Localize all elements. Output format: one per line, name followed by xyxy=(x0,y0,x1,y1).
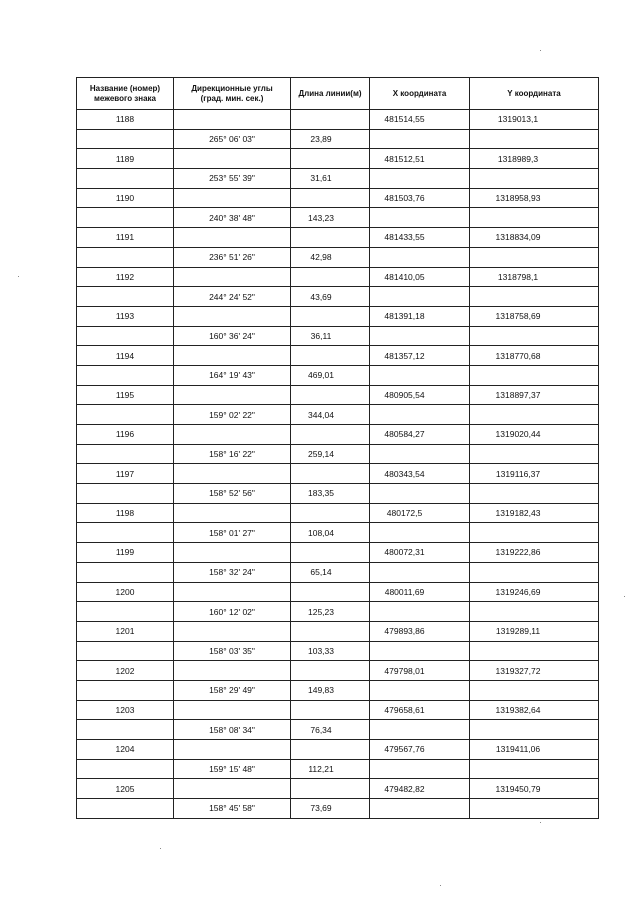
x-coordinate-cell: 479658,61 xyxy=(370,700,470,720)
x-coordinate-cell: 481433,55 xyxy=(370,228,470,248)
x-coordinate-cell: 480905,54 xyxy=(370,385,470,405)
segment-row xyxy=(77,365,599,385)
empty-cell xyxy=(470,326,599,346)
empty-cell xyxy=(174,425,291,445)
x-coordinate-cell: 481514,55 xyxy=(370,110,470,130)
segment-row xyxy=(77,680,599,700)
line-length-cell: 108,04 xyxy=(291,523,370,543)
point-row xyxy=(77,740,599,760)
y-coordinate-cell: 1319116,37 xyxy=(470,464,599,484)
empty-cell xyxy=(77,759,174,779)
empty-cell xyxy=(470,444,599,464)
empty-cell xyxy=(174,582,291,602)
point-row xyxy=(77,661,599,681)
empty-cell xyxy=(470,484,599,504)
empty-cell xyxy=(174,267,291,287)
y-coordinate-cell: 1319013,1 xyxy=(470,110,599,130)
empty-cell xyxy=(370,444,470,464)
empty-cell xyxy=(291,149,370,169)
empty-cell xyxy=(77,444,174,464)
y-coordinate-cell: 1319246,69 xyxy=(470,582,599,602)
boundary-coordinates-table xyxy=(76,77,599,819)
empty-cell xyxy=(370,405,470,425)
direction-angle-cell: 158° 29' 49" xyxy=(174,680,291,700)
empty-cell xyxy=(291,228,370,248)
point-name-cell: 1203 xyxy=(77,700,174,720)
empty-cell xyxy=(370,484,470,504)
empty-cell xyxy=(174,110,291,130)
header-direction-angle xyxy=(174,78,291,110)
empty-cell xyxy=(77,365,174,385)
segment-row xyxy=(77,169,599,189)
line-length-cell: 43,69 xyxy=(291,287,370,307)
empty-cell xyxy=(291,779,370,799)
line-length-cell: 344,04 xyxy=(291,405,370,425)
empty-cell xyxy=(370,287,470,307)
line-length-cell: 103,33 xyxy=(291,641,370,661)
scan-speck xyxy=(160,848,161,849)
point-name-cell: 1196 xyxy=(77,425,174,445)
x-coordinate-cell: 480172,5 xyxy=(370,503,470,523)
point-name-cell: 1199 xyxy=(77,543,174,563)
table-body xyxy=(77,110,599,819)
table-header-row xyxy=(77,78,599,110)
empty-cell xyxy=(174,188,291,208)
segment-row xyxy=(77,759,599,779)
y-coordinate-cell: 1319450,79 xyxy=(470,779,599,799)
point-row xyxy=(77,543,599,563)
segment-row xyxy=(77,562,599,582)
empty-cell xyxy=(291,188,370,208)
direction-angle-cell: 244° 24' 52" xyxy=(174,287,291,307)
empty-cell xyxy=(291,700,370,720)
x-coordinate-cell: 479567,76 xyxy=(370,740,470,760)
empty-cell xyxy=(291,306,370,326)
segment-row xyxy=(77,405,599,425)
empty-cell xyxy=(291,503,370,523)
empty-cell xyxy=(174,700,291,720)
scan-speck xyxy=(440,885,441,886)
point-row xyxy=(77,267,599,287)
empty-cell xyxy=(470,523,599,543)
empty-cell xyxy=(291,425,370,445)
empty-cell xyxy=(370,523,470,543)
point-row xyxy=(77,385,599,405)
y-coordinate-cell: 1319289,11 xyxy=(470,621,599,641)
segment-row xyxy=(77,326,599,346)
empty-cell xyxy=(291,110,370,130)
empty-cell xyxy=(470,208,599,228)
x-coordinate-cell: 481503,76 xyxy=(370,188,470,208)
empty-cell xyxy=(174,464,291,484)
empty-cell xyxy=(291,464,370,484)
point-name-cell: 1191 xyxy=(77,228,174,248)
empty-cell xyxy=(291,582,370,602)
empty-cell xyxy=(470,641,599,661)
point-name-cell: 1189 xyxy=(77,149,174,169)
header-point-name-line1: Название (номер) xyxy=(89,83,161,93)
empty-cell xyxy=(291,661,370,681)
header-y-coordinate: Y координата xyxy=(470,78,599,110)
direction-angle-cell: 160° 36' 24" xyxy=(174,326,291,346)
direction-angle-cell: 158° 03' 35" xyxy=(174,641,291,661)
segment-row xyxy=(77,208,599,228)
x-coordinate-cell: 480072,31 xyxy=(370,543,470,563)
direction-angle-cell: 164° 19' 43" xyxy=(174,365,291,385)
point-name-cell: 1194 xyxy=(77,346,174,366)
empty-cell xyxy=(77,484,174,504)
empty-cell xyxy=(291,621,370,641)
x-coordinate-cell: 480343,54 xyxy=(370,464,470,484)
header-direction-angle-line1: Дирекционные углы xyxy=(191,83,273,93)
empty-cell xyxy=(370,208,470,228)
empty-cell xyxy=(77,129,174,149)
empty-cell xyxy=(174,740,291,760)
segment-row xyxy=(77,641,599,661)
point-name-cell: 1200 xyxy=(77,582,174,602)
point-row xyxy=(77,346,599,366)
empty-cell xyxy=(174,149,291,169)
empty-cell xyxy=(77,799,174,819)
direction-angle-cell: 159° 02' 22" xyxy=(174,405,291,425)
empty-cell xyxy=(77,641,174,661)
line-length-cell: 23,89 xyxy=(291,129,370,149)
line-length-cell: 73,69 xyxy=(291,799,370,819)
empty-cell xyxy=(174,779,291,799)
line-length-cell: 42,98 xyxy=(291,247,370,267)
empty-cell xyxy=(370,799,470,819)
x-coordinate-cell: 480011,69 xyxy=(370,582,470,602)
empty-cell xyxy=(291,740,370,760)
point-name-cell: 1188 xyxy=(77,110,174,130)
header-direction-angle-line2: (град. мин. сек.) xyxy=(200,93,264,103)
point-name-cell: 1201 xyxy=(77,621,174,641)
point-row xyxy=(77,700,599,720)
empty-cell xyxy=(470,680,599,700)
scan-speck xyxy=(624,596,625,597)
x-coordinate-cell: 479482,82 xyxy=(370,779,470,799)
empty-cell xyxy=(77,562,174,582)
empty-cell xyxy=(77,208,174,228)
empty-cell xyxy=(174,661,291,681)
y-coordinate-cell: 1319327,72 xyxy=(470,661,599,681)
y-coordinate-cell: 1318989,3 xyxy=(470,149,599,169)
line-length-cell: 112,21 xyxy=(291,759,370,779)
y-coordinate-cell: 1318798,1 xyxy=(470,267,599,287)
line-length-cell: 36,11 xyxy=(291,326,370,346)
y-coordinate-cell: 1319020,44 xyxy=(470,425,599,445)
empty-cell xyxy=(291,267,370,287)
empty-cell xyxy=(370,602,470,622)
segment-row xyxy=(77,247,599,267)
empty-cell xyxy=(470,287,599,307)
empty-cell xyxy=(470,759,599,779)
scan-speck xyxy=(18,276,19,277)
y-coordinate-cell: 1319382,64 xyxy=(470,700,599,720)
empty-cell xyxy=(77,602,174,622)
point-name-cell: 1192 xyxy=(77,267,174,287)
header-x-coordinate: X координата xyxy=(370,78,470,110)
empty-cell xyxy=(77,720,174,740)
direction-angle-cell: 253° 55' 39" xyxy=(174,169,291,189)
point-row xyxy=(77,582,599,602)
y-coordinate-cell: 1318958,93 xyxy=(470,188,599,208)
y-coordinate-cell: 1318897,37 xyxy=(470,385,599,405)
direction-angle-cell: 265° 06' 03" xyxy=(174,129,291,149)
empty-cell xyxy=(370,562,470,582)
direction-angle-cell: 158° 16' 22" xyxy=(174,444,291,464)
empty-cell xyxy=(174,503,291,523)
empty-cell xyxy=(77,287,174,307)
point-name-cell: 1193 xyxy=(77,306,174,326)
empty-cell xyxy=(370,720,470,740)
segment-row xyxy=(77,484,599,504)
point-row xyxy=(77,464,599,484)
direction-angle-cell: 236° 51' 26" xyxy=(174,247,291,267)
empty-cell xyxy=(470,169,599,189)
line-length-cell: 143,23 xyxy=(291,208,370,228)
segment-row xyxy=(77,523,599,543)
empty-cell xyxy=(370,365,470,385)
empty-cell xyxy=(370,759,470,779)
segment-row xyxy=(77,602,599,622)
x-coordinate-cell: 480584,27 xyxy=(370,425,470,445)
x-coordinate-cell: 479893,86 xyxy=(370,621,470,641)
header-point-name-line2: межевого знака xyxy=(93,93,157,103)
point-name-cell: 1202 xyxy=(77,661,174,681)
segment-row xyxy=(77,287,599,307)
direction-angle-cell: 160° 12' 02" xyxy=(174,602,291,622)
point-row xyxy=(77,425,599,445)
direction-angle-cell: 159° 15' 48" xyxy=(174,759,291,779)
direction-angle-cell: 158° 45' 58" xyxy=(174,799,291,819)
point-name-cell: 1197 xyxy=(77,464,174,484)
empty-cell xyxy=(77,680,174,700)
point-row xyxy=(77,306,599,326)
empty-cell xyxy=(174,543,291,563)
scan-speck xyxy=(540,50,541,51)
empty-cell xyxy=(291,385,370,405)
line-length-cell: 183,35 xyxy=(291,484,370,504)
point-row xyxy=(77,188,599,208)
empty-cell xyxy=(470,129,599,149)
y-coordinate-cell: 1319222,86 xyxy=(470,543,599,563)
line-length-cell: 125,23 xyxy=(291,602,370,622)
y-coordinate-cell: 1319411,06 xyxy=(470,740,599,760)
empty-cell xyxy=(370,326,470,346)
empty-cell xyxy=(174,385,291,405)
y-coordinate-cell: 1318834,09 xyxy=(470,228,599,248)
empty-cell xyxy=(470,365,599,385)
scan-speck xyxy=(540,822,541,823)
segment-row xyxy=(77,129,599,149)
header-line-length: Длина линии(м) xyxy=(291,78,370,110)
y-coordinate-cell: 1318770,68 xyxy=(470,346,599,366)
empty-cell xyxy=(470,405,599,425)
empty-cell xyxy=(470,602,599,622)
x-coordinate-cell: 481512,51 xyxy=(370,149,470,169)
empty-cell xyxy=(370,129,470,149)
line-length-cell: 65,14 xyxy=(291,562,370,582)
point-name-cell: 1195 xyxy=(77,385,174,405)
empty-cell xyxy=(174,621,291,641)
empty-cell xyxy=(470,562,599,582)
segment-row xyxy=(77,720,599,740)
point-row xyxy=(77,149,599,169)
point-name-cell: 1190 xyxy=(77,188,174,208)
empty-cell xyxy=(77,405,174,425)
header-point-name xyxy=(77,78,174,110)
empty-cell xyxy=(370,247,470,267)
direction-angle-cell: 158° 32' 24" xyxy=(174,562,291,582)
line-length-cell: 76,34 xyxy=(291,720,370,740)
line-length-cell: 31,61 xyxy=(291,169,370,189)
empty-cell xyxy=(470,720,599,740)
empty-cell xyxy=(291,346,370,366)
direction-angle-cell: 240° 38' 48" xyxy=(174,208,291,228)
line-length-cell: 149,83 xyxy=(291,680,370,700)
empty-cell xyxy=(77,169,174,189)
direction-angle-cell: 158° 08' 34" xyxy=(174,720,291,740)
point-row xyxy=(77,779,599,799)
empty-cell xyxy=(77,326,174,346)
line-length-cell: 469,01 xyxy=(291,365,370,385)
segment-row xyxy=(77,444,599,464)
empty-cell xyxy=(174,346,291,366)
x-coordinate-cell: 481357,12 xyxy=(370,346,470,366)
point-row xyxy=(77,621,599,641)
point-name-cell: 1205 xyxy=(77,779,174,799)
empty-cell xyxy=(370,641,470,661)
empty-cell xyxy=(370,169,470,189)
empty-cell xyxy=(370,680,470,700)
empty-cell xyxy=(291,543,370,563)
line-length-cell: 259,14 xyxy=(291,444,370,464)
empty-cell xyxy=(470,799,599,819)
direction-angle-cell: 158° 52' 56" xyxy=(174,484,291,504)
x-coordinate-cell: 479798,01 xyxy=(370,661,470,681)
direction-angle-cell: 158° 01' 27" xyxy=(174,523,291,543)
y-coordinate-cell: 1319182,43 xyxy=(470,503,599,523)
point-row xyxy=(77,110,599,130)
x-coordinate-cell: 481391,18 xyxy=(370,306,470,326)
empty-cell xyxy=(174,306,291,326)
segment-row xyxy=(77,799,599,819)
empty-cell xyxy=(77,247,174,267)
empty-cell xyxy=(470,247,599,267)
point-row xyxy=(77,228,599,248)
empty-cell xyxy=(77,523,174,543)
point-row xyxy=(77,503,599,523)
point-name-cell: 1198 xyxy=(77,503,174,523)
x-coordinate-cell: 481410,05 xyxy=(370,267,470,287)
point-name-cell: 1204 xyxy=(77,740,174,760)
y-coordinate-cell: 1318758,69 xyxy=(470,306,599,326)
empty-cell xyxy=(174,228,291,248)
